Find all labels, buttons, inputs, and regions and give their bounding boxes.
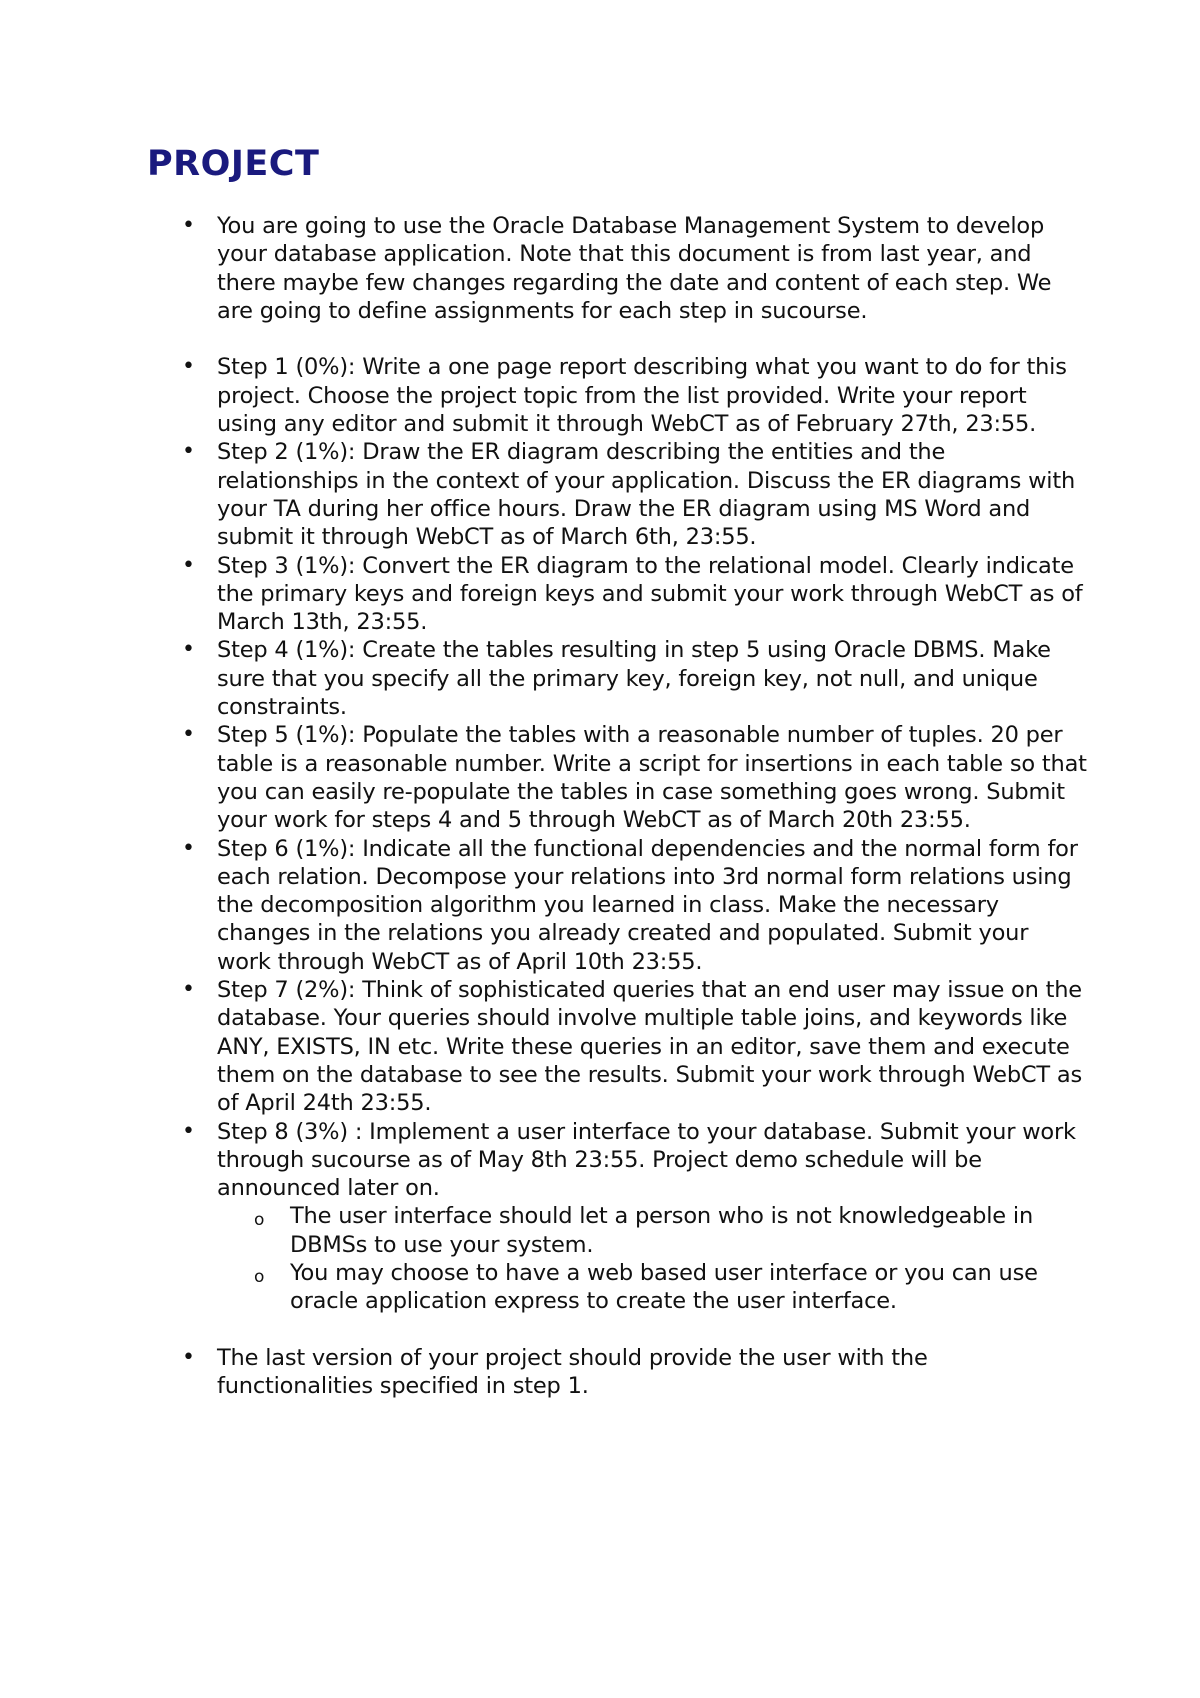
list-item-text: The last version of your project should provide the user with the functionalities specified in step 1. (217, 1344, 928, 1400)
page-title: PROJECT (147, 144, 320, 184)
sub-list-item (217, 1259, 1087, 1316)
list-item (147, 552, 1087, 637)
project-step-list (147, 212, 1087, 1400)
bullet-icon: • (182, 637, 195, 663)
bullet-icon: • (182, 552, 195, 578)
bullet-icon: • (182, 354, 195, 380)
bullet-icon: • (182, 1344, 195, 1370)
list-item-text: Step 4 (1%): Create the tables resulting in step 5 using Oracle DBMS. Make sure that you specify all the primary key, foreign key, not null, and unique constraints. (217, 637, 1051, 721)
circle-bullet-icon: o (254, 1266, 265, 1287)
list-item (147, 976, 1087, 1117)
bullet-icon: • (182, 439, 195, 465)
sub-list-item-text: You may choose to have a web based user interface or you can use oracle application express to create the user interface. (290, 1259, 1038, 1315)
list-item (147, 353, 1087, 438)
list-item-text: Step 7 (2%): Think of sophisticated queries that an end user may issue on the database. Your queries should involve multiple table joins, and keywords like ANY, EXISTS, IN etc. Write these queries in an editor, save them and execute them on the database to see the results. Submit your work through WebCT as of April 24th 23:55. (217, 977, 1083, 1117)
list-item-text: Step 2 (1%): Draw the ER diagram describing the entities and the relationships in the context of your application. Discuss the ER diagrams with your TA during her office hours. Draw the ER diagram using MS Word and submit it through WebCT as of March 6th, 23:55. (217, 439, 1076, 551)
sub-list-item (217, 1202, 1087, 1259)
list-item-text: You are going to use the Oracle Database Management System to develop your database application. Note that this document is from last year, and there maybe few changes regarding the date and content of each step. We are going to define assignments for each step in sucourse. (217, 213, 1052, 324)
bullet-icon: • (182, 722, 195, 748)
list-item-text: Step 5 (1%): Populate the tables with a reasonable number of tuples. 20 per table is a reasonable number. Write a script for insertions in each table so that you can easily re-populate the tables in case something goes wrong. Submit your work for steps 4 and 5 through WebCT as of March 20th 23:55. (217, 722, 1087, 834)
sub-list-item-text: The user interface should let a person who is not knowledgeable in DBMSs to use your system. (290, 1203, 1034, 1258)
list-item-text: Step 6 (1%): Indicate all the functional dependencies and the normal form for each relation. Decompose your relations into 3rd normal form relations using the decomposition algorithm you learned in class. Make the necessary changes in the relations you already created and populated. Submit your work through WebCT as of April 10th 23:55. (217, 835, 1078, 975)
bullet-icon: • (182, 977, 195, 1003)
bullet-icon: • (182, 835, 195, 861)
list-item-text: Step 3 (1%): Convert the ER diagram to the relational model. Clearly indicate the primary keys and foreign keys and submit your work through WebCT as of March 13th, 23:55. (217, 552, 1083, 636)
list-item-text: Step 8 (3%) : Implement a user interface to your database. Submit your work through sucourse as of May 8th 23:55. Project demo schedule will be announced later on. (217, 1118, 1076, 1202)
sub-list (217, 1202, 1087, 1315)
list-item (147, 636, 1087, 721)
list-item (147, 1118, 1087, 1316)
circle-bullet-icon: o (254, 1210, 265, 1231)
list-item (147, 835, 1087, 976)
list-item-text: Step 1 (0%): Write a one page report describing what you want to do for this project. Choose the project topic from the list provided. Write your report using any editor and submit it through WebCT as of February 27th, 23:55. (217, 354, 1067, 438)
list-item (147, 438, 1087, 551)
bullet-icon: • (182, 1118, 195, 1144)
list-item (147, 721, 1087, 834)
list-item (147, 1344, 1087, 1401)
list-item (147, 212, 1087, 325)
bullet-icon: • (182, 213, 195, 238)
